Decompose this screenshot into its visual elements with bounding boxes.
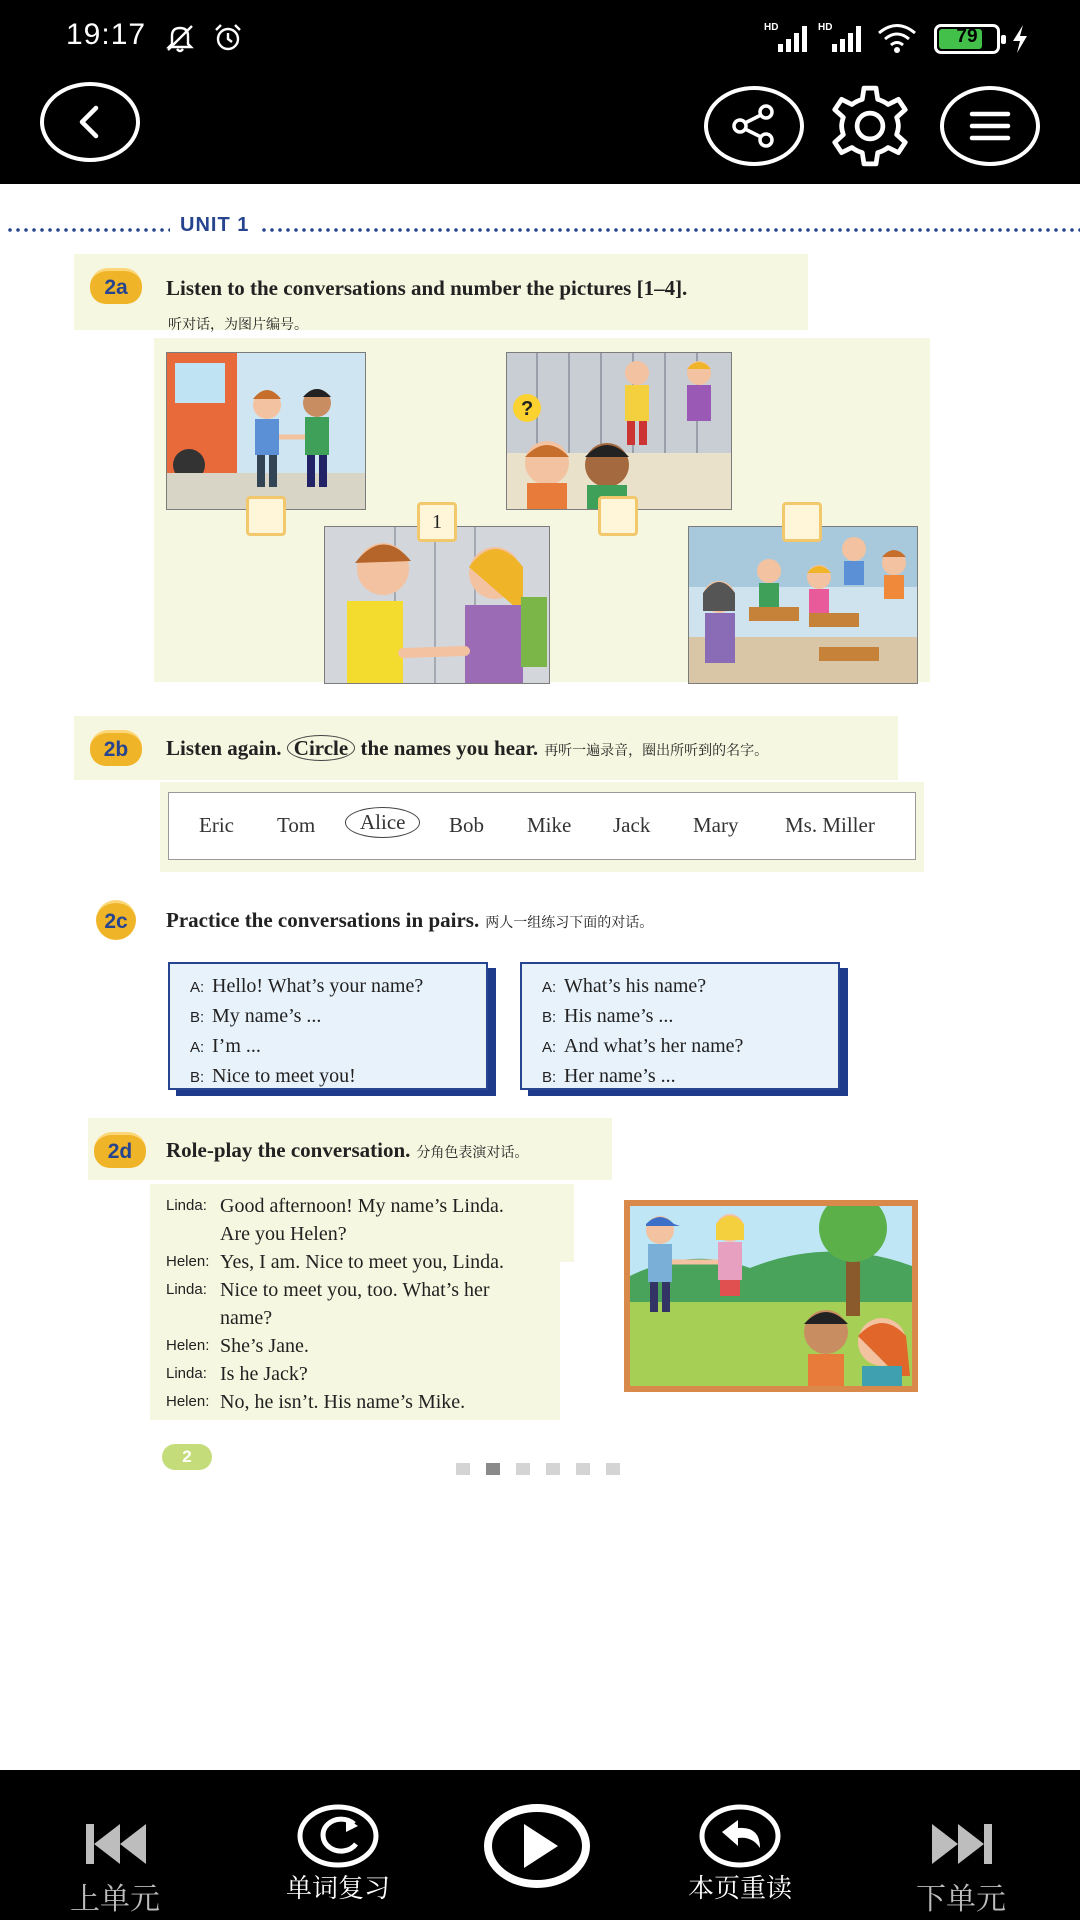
section-2b-circle-word: Circle xyxy=(287,735,355,761)
section-2a-badge: 2a xyxy=(90,268,142,304)
menu-icon xyxy=(968,108,1012,144)
section-2d-badge: 2d xyxy=(94,1132,146,1168)
skip-previous-icon xyxy=(84,1820,148,1868)
line-text: Nice to meet you, too. What’s her xyxy=(220,1279,490,1301)
picture-lockers-question xyxy=(506,352,732,510)
section-2c-badge: 2c xyxy=(96,900,136,940)
section-2b-instruction xyxy=(166,736,768,761)
speaker-label: A: xyxy=(190,1039,205,1056)
speaker-label: Linda: xyxy=(166,1365,207,1382)
speaker-label: A: xyxy=(190,979,205,996)
picture-number-box[interactable] xyxy=(246,496,286,536)
skip-next-icon xyxy=(930,1820,994,1868)
line-text: What’s his name? xyxy=(564,975,707,997)
page-number: 2 xyxy=(162,1444,212,1470)
section-2a-instruction: Listen to the conversations and number the pictures [1–4]. xyxy=(166,276,688,300)
conversation-line xyxy=(542,1062,838,1092)
reread-page-button[interactable] xyxy=(672,1770,808,1920)
speaker-label: Helen: xyxy=(166,1393,210,1410)
play-icon xyxy=(484,1804,590,1888)
page-indicator[interactable] xyxy=(456,1460,636,1472)
line-text: Hello! What’s your name? xyxy=(212,975,424,997)
app-bar xyxy=(0,76,1080,184)
picture-classroom xyxy=(688,526,918,684)
line-text: Good afternoon! My name’s Linda. xyxy=(220,1195,504,1217)
speaker-label: A: xyxy=(542,1039,557,1056)
settings-button[interactable] xyxy=(816,80,924,172)
page-dot[interactable] xyxy=(516,1463,530,1475)
picture-park-scene xyxy=(624,1200,918,1392)
name-option[interactable]: Mary xyxy=(693,813,739,837)
conversation-line xyxy=(542,972,838,1002)
name-option[interactable]: Ms. Miller xyxy=(785,813,875,837)
textbook-page xyxy=(0,184,1080,1770)
line-text: Her name’s ... xyxy=(564,1065,676,1087)
name-option[interactable]: Bob xyxy=(449,813,485,837)
page-dot[interactable] xyxy=(606,1463,620,1475)
section-2c-instruction-cn: 两人一组练习下面的对话。 xyxy=(485,916,654,931)
unit-header xyxy=(0,214,1080,244)
section-2d-instruction xyxy=(166,1138,528,1163)
name-option[interactable]: Tom xyxy=(277,813,316,837)
next-unit-button[interactable] xyxy=(896,1770,1026,1920)
conversation-line xyxy=(190,1062,486,1092)
line-text: His name’s ... xyxy=(564,1005,674,1027)
conversation-box-2 xyxy=(520,962,840,1090)
svg-text:?: ? xyxy=(521,398,534,420)
svg-text:HD: HD xyxy=(818,22,833,33)
picture-bus-stop xyxy=(166,352,366,510)
line-text: Is he Jack? xyxy=(220,1363,308,1385)
conversation-line xyxy=(542,1032,838,1062)
replay-icon xyxy=(698,1804,782,1868)
section-2c-instruction-text: Practice the conversations in pairs. xyxy=(166,908,480,932)
unit-title: UNIT 1 xyxy=(180,214,250,236)
word-review-label: 单词复习 xyxy=(285,1874,390,1904)
names-box xyxy=(168,792,916,860)
battery-icon xyxy=(934,24,1000,54)
svg-text:HD: HD xyxy=(764,22,779,33)
conversation-box-1 xyxy=(168,962,488,1090)
speaker-label: Helen: xyxy=(166,1337,210,1354)
conversation-line xyxy=(542,1002,838,1032)
page-dot[interactable] xyxy=(546,1463,560,1475)
next-unit-label: 下单元 xyxy=(916,1882,1006,1917)
refresh-icon xyxy=(296,1804,380,1868)
alarm-icon xyxy=(212,22,244,58)
section-2a-instruction-cn: 听对话，为图片编号。 xyxy=(168,318,308,333)
section-2b-badge: 2b xyxy=(90,730,142,766)
section-2b-instruction-pre: Listen again. xyxy=(166,736,282,760)
speaker-label: B: xyxy=(542,1009,557,1026)
bottom-toolbar xyxy=(0,1770,1080,1920)
hd-signal-icon xyxy=(816,20,864,58)
gear-icon xyxy=(820,83,920,169)
conversation-line xyxy=(190,1032,486,1062)
picture-number-box[interactable]: 1 xyxy=(417,502,457,542)
page-dot[interactable] xyxy=(456,1463,470,1475)
line-text: She’s Jane. xyxy=(220,1335,309,1357)
section-2d-instruction-text: Role-play the conversation. xyxy=(166,1138,411,1162)
charging-icon xyxy=(1010,24,1030,58)
picture-close-handshake xyxy=(324,526,550,684)
name-option-circled[interactable]: Alice xyxy=(345,807,420,838)
line-text: name? xyxy=(220,1307,273,1329)
share-icon xyxy=(726,102,782,150)
word-review-button[interactable] xyxy=(270,1770,406,1920)
page-dot[interactable] xyxy=(576,1463,590,1475)
line-text: And what’s her name? xyxy=(564,1035,744,1057)
status-time: 19:17 xyxy=(66,18,147,51)
picture-number-box[interactable] xyxy=(598,496,638,536)
section-2c-instruction xyxy=(166,908,653,933)
page-dot-active[interactable] xyxy=(486,1463,500,1475)
speaker-label: A: xyxy=(542,979,557,996)
line-text: No, he isn’t. His name’s Mike. xyxy=(220,1391,466,1413)
speaker-label: B: xyxy=(190,1009,205,1026)
speaker-label: Linda: xyxy=(166,1197,207,1214)
prev-unit-button[interactable] xyxy=(50,1770,180,1920)
conversation-line xyxy=(190,1002,486,1032)
name-option[interactable]: Jack xyxy=(613,813,651,837)
name-option[interactable]: Eric xyxy=(199,813,234,837)
battery-level: 79 xyxy=(956,26,978,47)
speaker-label: B: xyxy=(542,1069,557,1086)
hd-signal-icon xyxy=(762,20,810,58)
mute-bell-icon xyxy=(164,22,196,58)
share-button[interactable] xyxy=(704,86,804,166)
name-option[interactable]: Mike xyxy=(527,813,572,837)
picture-number-box[interactable] xyxy=(782,502,822,542)
speaker-label: Linda: xyxy=(166,1281,207,1298)
speaker-label: Helen: xyxy=(166,1253,210,1270)
section-2b-instruction-cn: 再听一遍录音，圈出所听到的名字。 xyxy=(544,744,769,759)
speaker-label: B: xyxy=(190,1069,205,1086)
line-text: I’m ... xyxy=(212,1035,261,1057)
reread-page-label: 本页重读 xyxy=(687,1874,792,1904)
back-arrow-icon xyxy=(70,102,110,142)
line-text: Are you Helen? xyxy=(220,1223,347,1245)
line-text: Nice to meet you! xyxy=(212,1065,356,1087)
prev-unit-label: 上单元 xyxy=(70,1882,160,1917)
wifi-icon xyxy=(876,22,918,58)
menu-button[interactable] xyxy=(940,86,1040,166)
section-2b-instruction-post: the names you hear. xyxy=(360,736,539,760)
conversation-line xyxy=(190,972,486,1002)
play-button[interactable] xyxy=(482,1770,592,1920)
back-button[interactable] xyxy=(40,82,140,162)
line-text: Yes, I am. Nice to meet you, Linda. xyxy=(220,1251,505,1273)
line-text: My name’s ... xyxy=(212,1005,322,1027)
status-bar xyxy=(0,0,1080,76)
section-2d-instruction-cn: 分角色表演对话。 xyxy=(416,1146,529,1161)
